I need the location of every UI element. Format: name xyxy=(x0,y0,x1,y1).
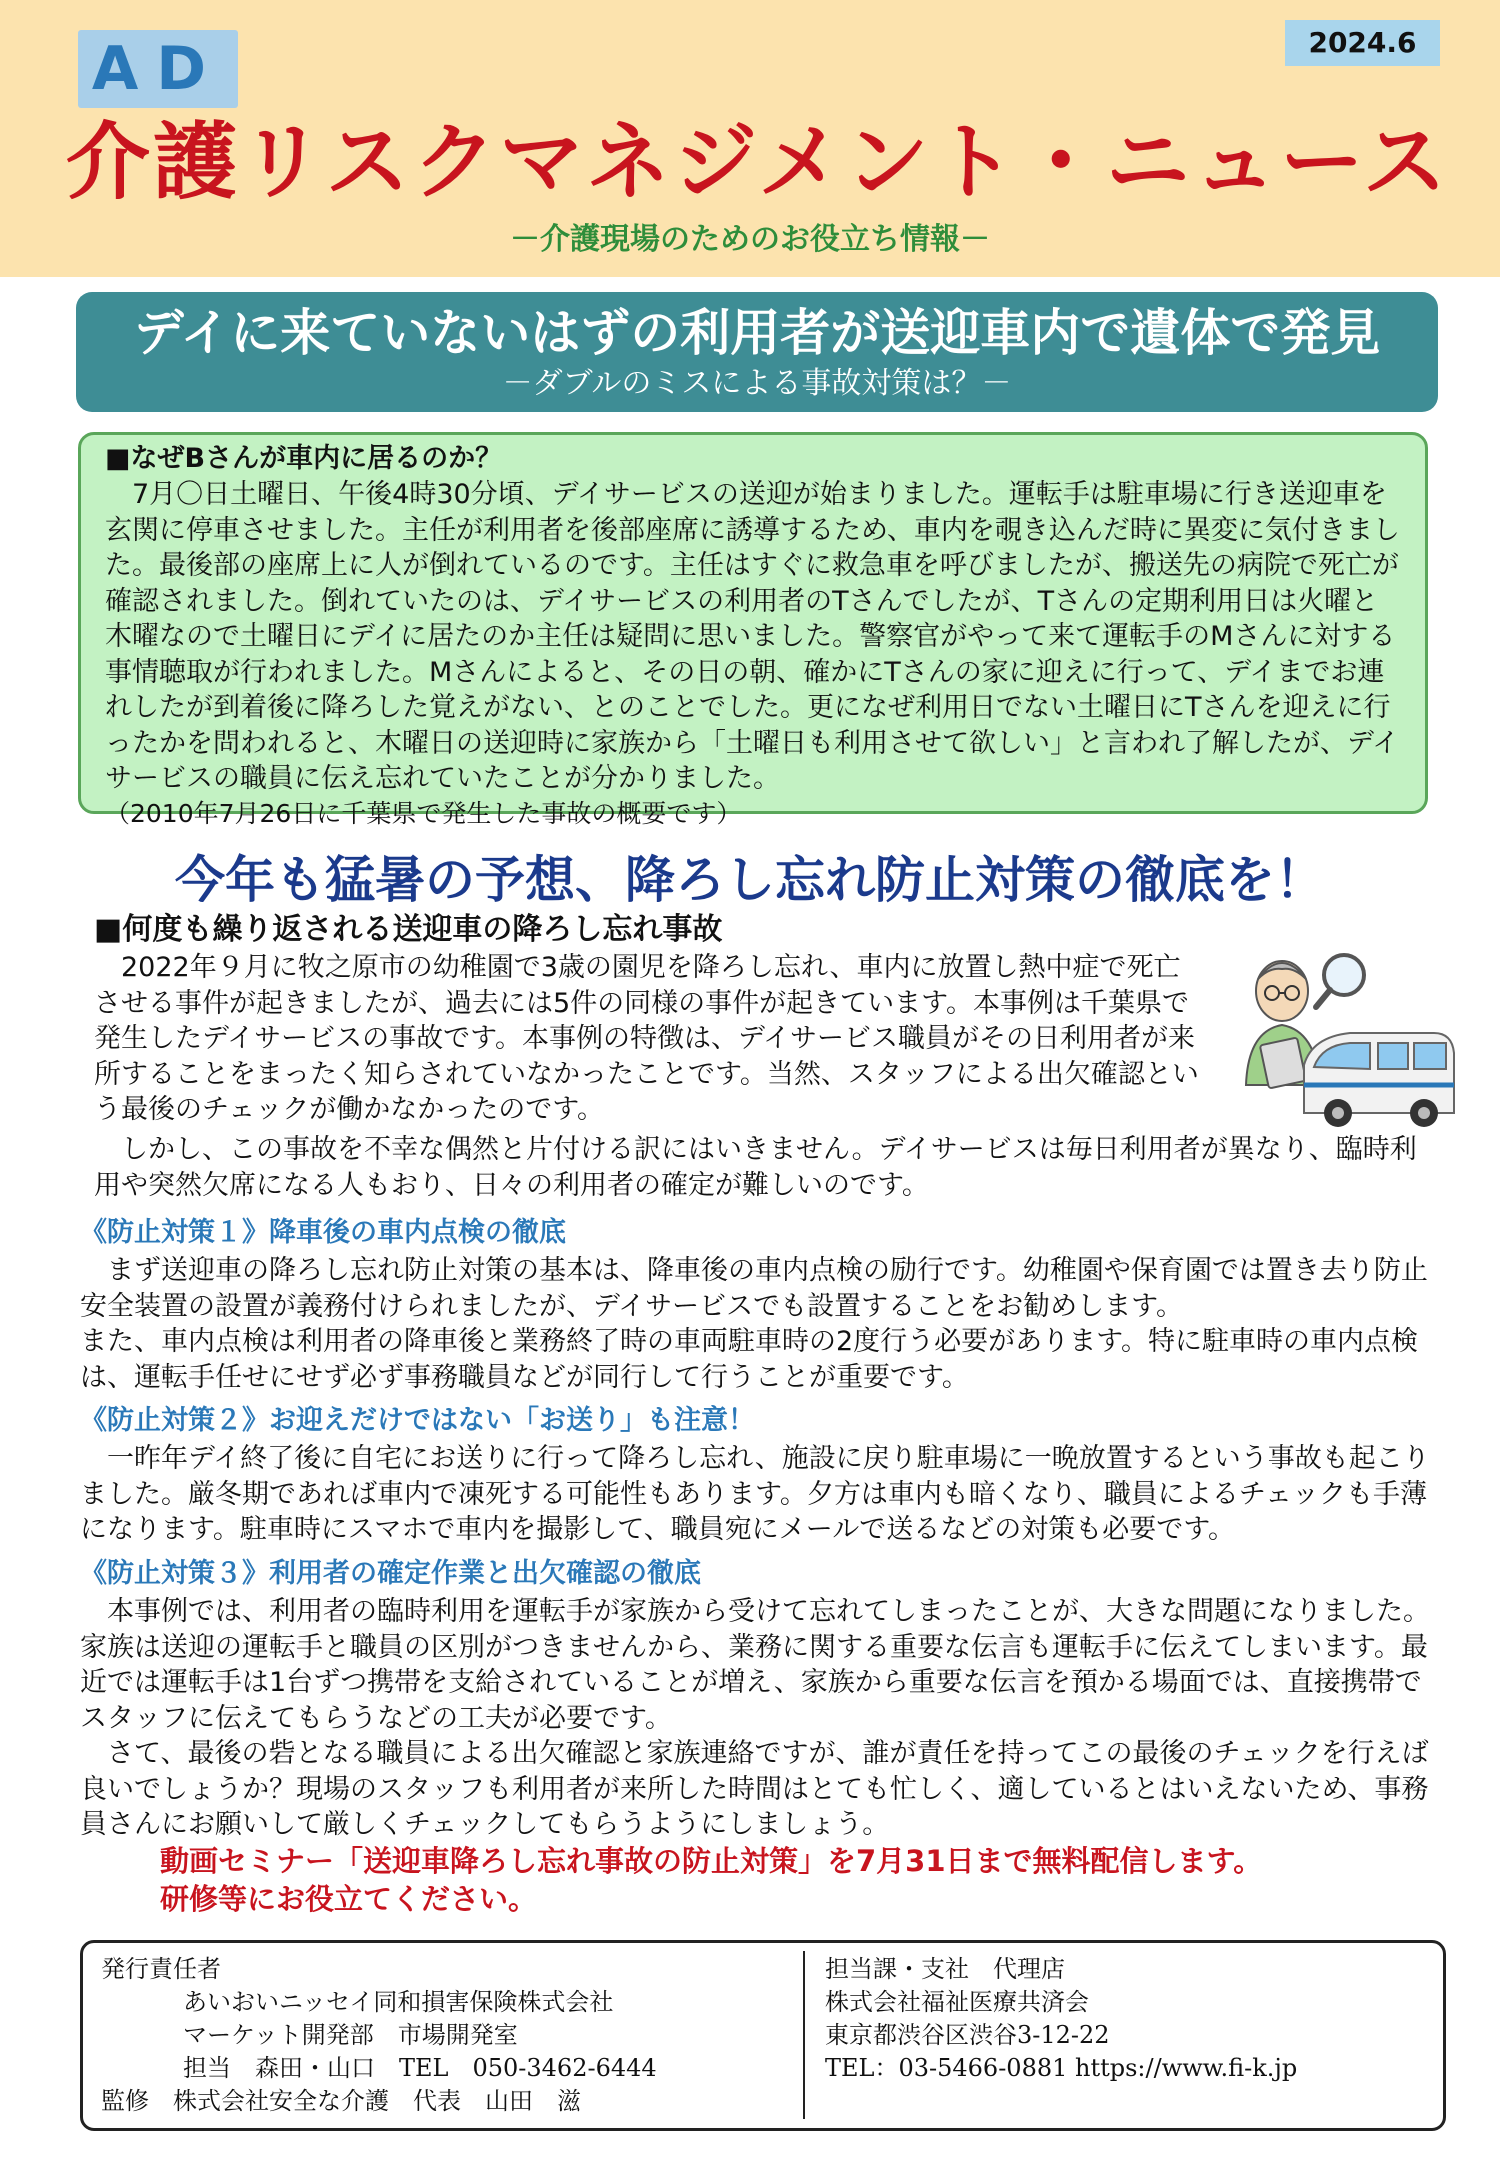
measure-1-heading: 《防止対策１》降車後の車内点検の徹底 xyxy=(80,1217,566,1248)
agent-company: 株式会社福祉医療共済会 xyxy=(825,1988,1089,2016)
case-body: 7月〇日土曜日、午後4時30分頃、デイサービスの送迎が始まりました。運転手は駐車場に行き送迎車を玄関に停車させました。主任が利用者を後部座席に誘導するため、車内を覗き込んだ時に異変に気付きました。最後部の座席上に人が倒れているのです。主任はすぐに救急車を呼びましたが、搬送先の病院で死亡が確認されました。倒れていたのは、デイサービスの利用者のTさんでしたが、Tさんの定期利用日は火曜と木曜なので土曜日にデイに居たのか主任は疑問に思いました。警察官がやって来て運転手のMさんに対する事情聴取が行われました。Mさんによると、その日の朝、確かにTさんの家に迎えに行って、デイまでお連れしたが到着後に降ろした覚えがない、とのことでした。更になぜ利用日でない土曜日にTさんを迎えに行ったかを問われると、木曜日の送迎時に家族から「土曜日も利用させて欲しい」と言われ了解したが、デイサービスの職員に伝え忘れていたことが分かりました。 xyxy=(105,479,1400,794)
seminar-notice-line-1: 動画セミナー「送迎車降ろし忘れ事故の防止対策」を7月31日まで無料配信します。 xyxy=(160,1844,1263,1878)
section-title: 今年も猛暑の予想、降ろし忘れ防止対策の徹底を！ xyxy=(175,851,1325,909)
publisher-dept: マーケット開発部 市場開発室 xyxy=(183,2021,518,2049)
inspector-with-magnifier-and-van-illustration xyxy=(1220,945,1460,1130)
agent-address: 東京都渋谷区渋谷3-12-22 xyxy=(825,2021,1110,2049)
agent-label: 担当課・支社 代理店 xyxy=(825,1955,1065,1983)
publisher-company: あいおいニッセイ同和損害保険株式会社 xyxy=(183,1988,614,2016)
case-heading: ■なぜBさんが車内に居るのか？ xyxy=(105,443,503,474)
measure-3-heading: 《防止対策３》利用者の確定作業と出欠確認の徹底 xyxy=(80,1558,701,1589)
headline-title: デイに来ていないはずの利用者が送迎車内で遺体で発見 xyxy=(133,304,1381,362)
publisher-footer xyxy=(80,1940,1446,2131)
measure-3-body: 本事例では、利用者の臨時利用を運転手が家族から受けて忘れてしまったことが、大きな問題になりました。家族は送迎の運転手と職員の区別がつきませんから、業務に関する重要な伝言も運転手に伝えてしまいます。最近では運転手は1台ずつ携帯を支給されていることが増え、家族から重要な伝言を預かる場面では、直接携帯でスタッフに伝えてもらうなどの工夫が必要です。 xyxy=(80,1596,1430,1734)
seminar-notice-line-2: 研修等にお役立てください。 xyxy=(160,1882,538,1916)
van-icon xyxy=(1304,1033,1454,1127)
section-paragraph-1: 2022年９月に牧之原市の幼稚園で3歳の園児を降ろし忘れ、車内に放置し熱中症で死亡させる事件が起きましたが、過去には5件の同様の事件が起きています。本事例は千葉県で発生したデイサービスの事故です。本事例の特徴は、デイサービス職員がその日利用者が来所することをまったく知らされていなかったことです。当然、スタッフによる出欠確認という最後のチェックが働かなかったのです。 xyxy=(94,952,1199,1125)
case-note: （2010年7月26日に千葉県で発生した事故の概要です） xyxy=(105,798,742,828)
measure-1-body: まず送迎車の降ろし忘れ防止対策の基本は、降車後の車内点検の励行です。幼稚園や保育園では置き去り防止安全装置の設置が義務付けられましたが、デイサービスでも設置することをお勧めします。 xyxy=(80,1255,1428,1322)
section-subheading: ■何度も繰り返される送迎車の降ろし忘れ事故 xyxy=(94,912,723,947)
ad-logo: AD xyxy=(78,30,238,108)
headline-banner xyxy=(76,292,1438,412)
publisher-info xyxy=(101,1953,791,2118)
newsletter-title: 介護リスクマネジメント・ニュース xyxy=(66,113,1450,211)
issue-date: 2024.6 xyxy=(1285,20,1440,66)
measure-2-body: 一昨年デイ終了後に自宅にお送りに行って降ろし忘れ、施設に戻り駐車場に一晩放置するという事故も起こりました。厳冬期であれば車内で凍死する可能性もあります。夕方は車内も暗くなり、職員によるチェックも手薄になります。駐車時にスマホで車内を撮影して、職員宛にメールで送るなどの対策も必要です。 xyxy=(80,1443,1430,1545)
publisher-contact: 担当 森田・山口 TEL 050-3462-6444 xyxy=(183,2054,657,2082)
publisher-label: 発行責任者 xyxy=(101,1955,221,1983)
measure-1-body-2: また、車内点検は利用者の降車後と業務終了時の車両駐車時の2度行う必要があります。特に駐車時の車内点検は、運転手任せにせず必ず事務職員などが同行して行うことが重要です。 xyxy=(80,1326,1419,1393)
supervisor-info: 監修 株式会社安全な介護 代表 山田 滋 xyxy=(101,2087,581,2115)
footer-divider xyxy=(803,1951,805,2119)
case-summary-box xyxy=(78,432,1428,828)
measure-2-heading: 《防止対策２》お迎えだけではない「お送り」も注意！ xyxy=(80,1405,755,1436)
headline-subtitle: －ダブルのミスによる事故対策は？－ xyxy=(502,366,1012,401)
newsletter-subtitle: －介護現場のためのお役立ち情報－ xyxy=(510,222,990,257)
measure-3-body-2: さて、最後の砦となる職員による出欠確認と家族連絡ですが、誰が責任を持ってこの最後のチェックを行えば良いでしょうか？現場のスタッフも利用者が来所した時間はとても忙しく、適しているとはいえないため、事務員さんにお願いして厳しくチェックしてもらうようにしましょう。 xyxy=(80,1738,1429,1840)
seminar-notice xyxy=(160,1842,1460,1918)
agent-contact: TEL：03-5466-0881 https://www.fi-k.jp xyxy=(825,2054,1298,2082)
magnifier-icon xyxy=(1316,955,1364,1007)
section-paragraph-2: しかし、この事故を不幸な偶然と片付ける訳にはいきません。デイサービスは毎日利用者が異なり、臨時利用や突然欠席になる人もおり、日々の利用者の確定が難しいのです。 xyxy=(94,1134,1417,1201)
agent-info xyxy=(825,1953,1425,2085)
